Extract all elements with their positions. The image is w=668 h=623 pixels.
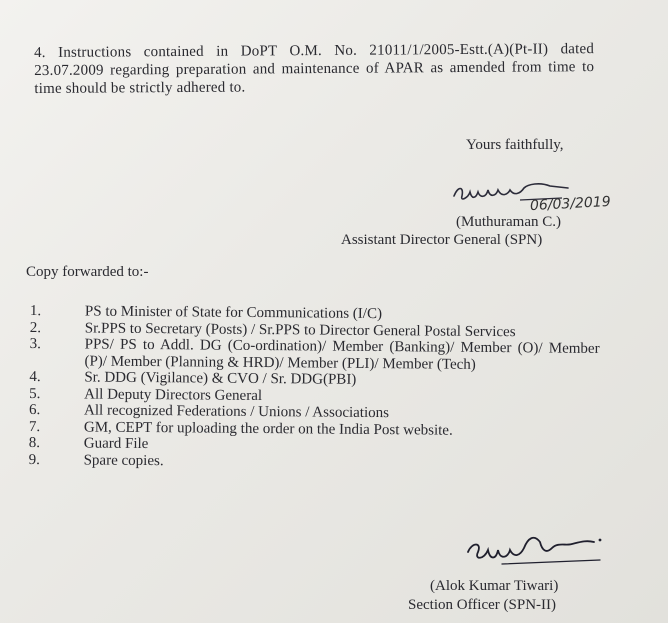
signature-date: 06/03/2019	[529, 193, 612, 215]
list-item-text: PS to Minister of State for Communications (I/C)	[84, 303, 383, 323]
section-officer-designation: Section Officer (SPN-II)	[408, 597, 557, 613]
list-item-number: 6.	[28, 401, 41, 419]
list-item-text: All Deputy Directors General	[84, 385, 263, 404]
instruction-paragraph: 4. Instructions contained in DoPT O.M. No. 21011/1/2005-Estt.(A)(Pt-II) dated 23.07.2009 regarding preparation and maintenance of APAR as amended from time to time should be strictly adhered to.	[34, 41, 595, 97]
list-item-text: Guard File	[83, 435, 149, 453]
copy-list	[29, 303, 600, 473]
list-item-number: 9.	[28, 451, 40, 468]
list-item-text: Sr.PPS to Secretary (Posts) / Sr.PPS to Director General Postal Services	[84, 319, 516, 340]
list-item-number: 7.	[28, 418, 41, 435]
list-item-text: Sr. DDG (Vigilance) & CVO / Sr. DDG(PBI)	[84, 369, 357, 388]
list-item-text: Spare copies.	[83, 451, 164, 469]
signature-alok-kumar-tiwari	[462, 530, 607, 575]
list-item-number: 8.	[28, 434, 41, 452]
signer-designation: Assistant Director General (SPN)	[341, 232, 543, 248]
signer-name: (Muthuraman C.)	[456, 214, 561, 230]
list-item-text: GM, CEPT for uploading the order on the India Post website.	[83, 418, 453, 439]
list-item	[29, 336, 599, 374]
list-item-number: 3.	[29, 335, 41, 353]
list-item-text: PPS/ PS to Addl. DG (Co-ordination)/ Member (Banking)/ Member (O)/ Member (P)/ Member (Planning & HRD)/ Member (PLI)/ Member (Tech)	[84, 336, 600, 373]
section-officer-name: (Alok Kumar Tiwari)	[430, 578, 559, 594]
list-item-text: All recognized Federations / Unions / Associations	[83, 402, 390, 422]
list-item-number: 2.	[29, 319, 42, 336]
list-item-number: 4.	[29, 368, 41, 386]
list-item-number: 5.	[29, 385, 41, 402]
closing-line: Yours faithfully,	[466, 137, 564, 153]
list-item-number: 1.	[29, 303, 42, 320]
copy-forwarded-heading: Copy forwarded to:-	[26, 264, 149, 280]
